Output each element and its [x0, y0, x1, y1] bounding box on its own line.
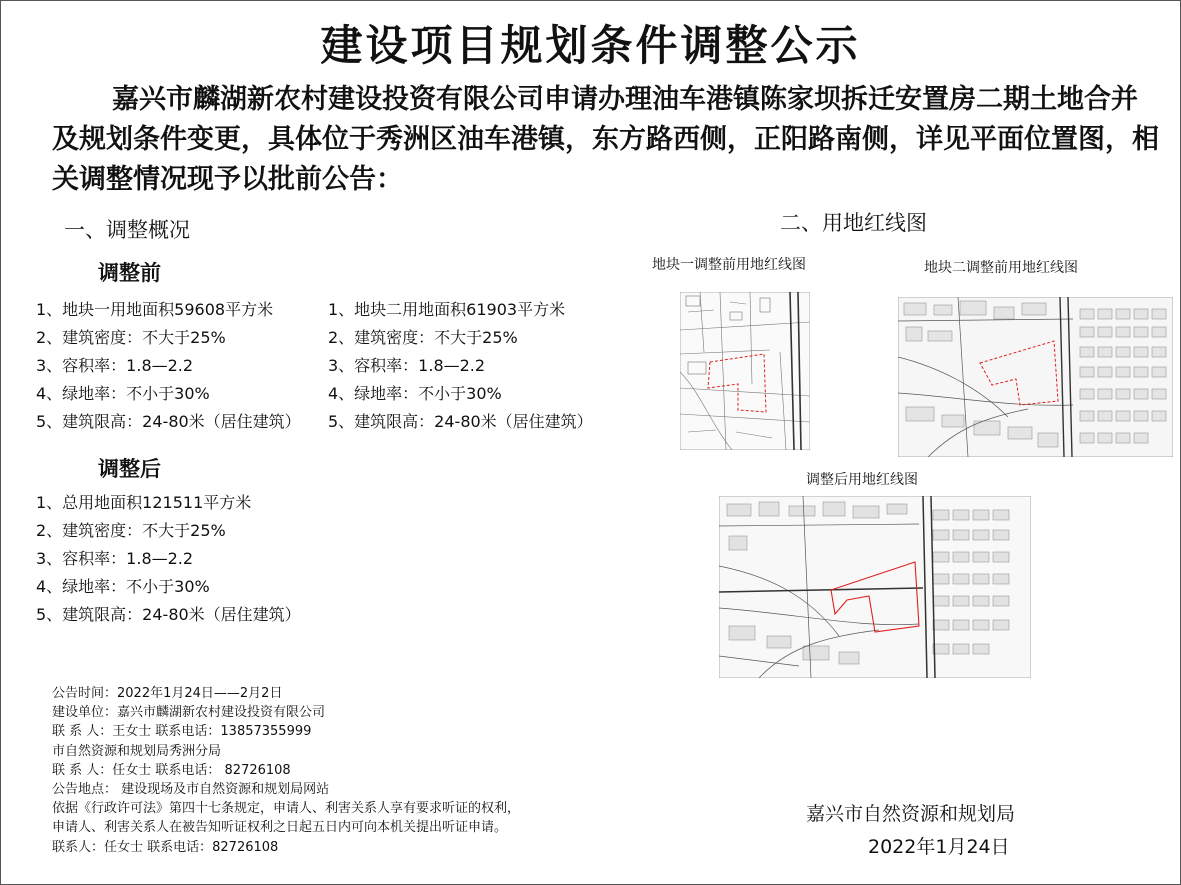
plot1-before-list [36, 299, 301, 433]
after-heading: 调整后 [98, 457, 161, 481]
plot1-item: 2、建筑密度：不大于25% [36, 328, 226, 347]
maps-heading: 二、用地红线图 [780, 211, 927, 235]
plot1-item: 1、地块一用地面积59608平方米 [36, 300, 274, 319]
after-item: 5、建筑限高：24-80米（居住建筑） [36, 605, 301, 624]
issuing-authority: 嘉兴市自然资源和规划局 [806, 803, 1016, 825]
plot2-boundary-map [898, 297, 1173, 457]
branch-contact: 联 系 人：任女士 联系电话： 82726108 [52, 762, 291, 778]
plot2-before-list [328, 299, 593, 433]
after-item: 2、建筑密度：不大于25% [36, 521, 226, 540]
hearing-contact: 联系人：任女士 联系电话：82726108 [52, 839, 279, 855]
hearing-application: 申请人、利害关系人在被告知听证权利之日起五日内可向本机关提出听证申请。 [52, 820, 508, 836]
branch-office: 市自然资源和规划局秀洲分局 [52, 743, 222, 759]
hearing-rights: 依据《行政许可法》第四十七条规定，申请人、利害关系人享有要求听证的权利， [52, 801, 521, 817]
notice-period: 公告时间：2022年1月24日——2月2日 [52, 686, 283, 701]
before-heading: 调整前 [98, 261, 161, 285]
builder-unit: 建设单位：嘉兴市麟湖新农村建设投资有限公司 [52, 705, 326, 721]
plot1-map-caption: 地块一调整前用地红线图 [652, 257, 806, 273]
plot1-item: 3、容积率：1.8—2.2 [36, 356, 194, 375]
plot1-item: 4、绿地率：不小于30% [36, 384, 210, 403]
after-map-caption: 调整后用地红线图 [806, 472, 918, 488]
after-item: 4、绿地率：不小于30% [36, 577, 210, 596]
builder-contact: 联 系 人：王女士 联系电话：13857355999 [52, 724, 312, 740]
notice-title: 建设项目规划条件调整公示 [320, 21, 861, 70]
plot1-boundary-map [680, 292, 810, 450]
plot2-item: 2、建筑密度：不大于25% [328, 328, 518, 347]
plot1-item: 5、建筑限高：24-80米（居住建筑） [36, 412, 301, 431]
after-boundary-map [719, 496, 1031, 678]
plot2-item: 3、容积率：1.8—2.2 [328, 356, 486, 375]
plot2-map-caption: 地块二调整前用地红线图 [924, 260, 1078, 276]
plot2-item: 5、建筑限高：24-80米（居住建筑） [328, 412, 593, 431]
overview-heading: 一、调整概况 [64, 218, 190, 242]
notice-intro: 嘉兴市麟湖新农村建设投资有限公司申请办理油车港镇陈家坝拆迁安置房二期土地合并及规划条件变更，具体位于秀洲区油车港镇，东方路西侧，正阳路南侧，详见平面位置图，相关调整情况现予以批前公告： [52, 84, 1159, 195]
plot2-item: 4、绿地率：不小于30% [328, 384, 502, 403]
after-item: 3、容积率：1.8—2.2 [36, 549, 194, 568]
notice-location: 公告地点： 建设现场及市自然资源和规划局网站 [52, 782, 330, 798]
after-item: 1、总用地面积121511平方米 [36, 493, 252, 512]
contact-info [52, 684, 520, 857]
plot2-item: 1、地块二用地面积61903平方米 [328, 300, 566, 319]
issue-date: 2022年1月24日 [868, 836, 1010, 858]
after-list [36, 492, 301, 626]
